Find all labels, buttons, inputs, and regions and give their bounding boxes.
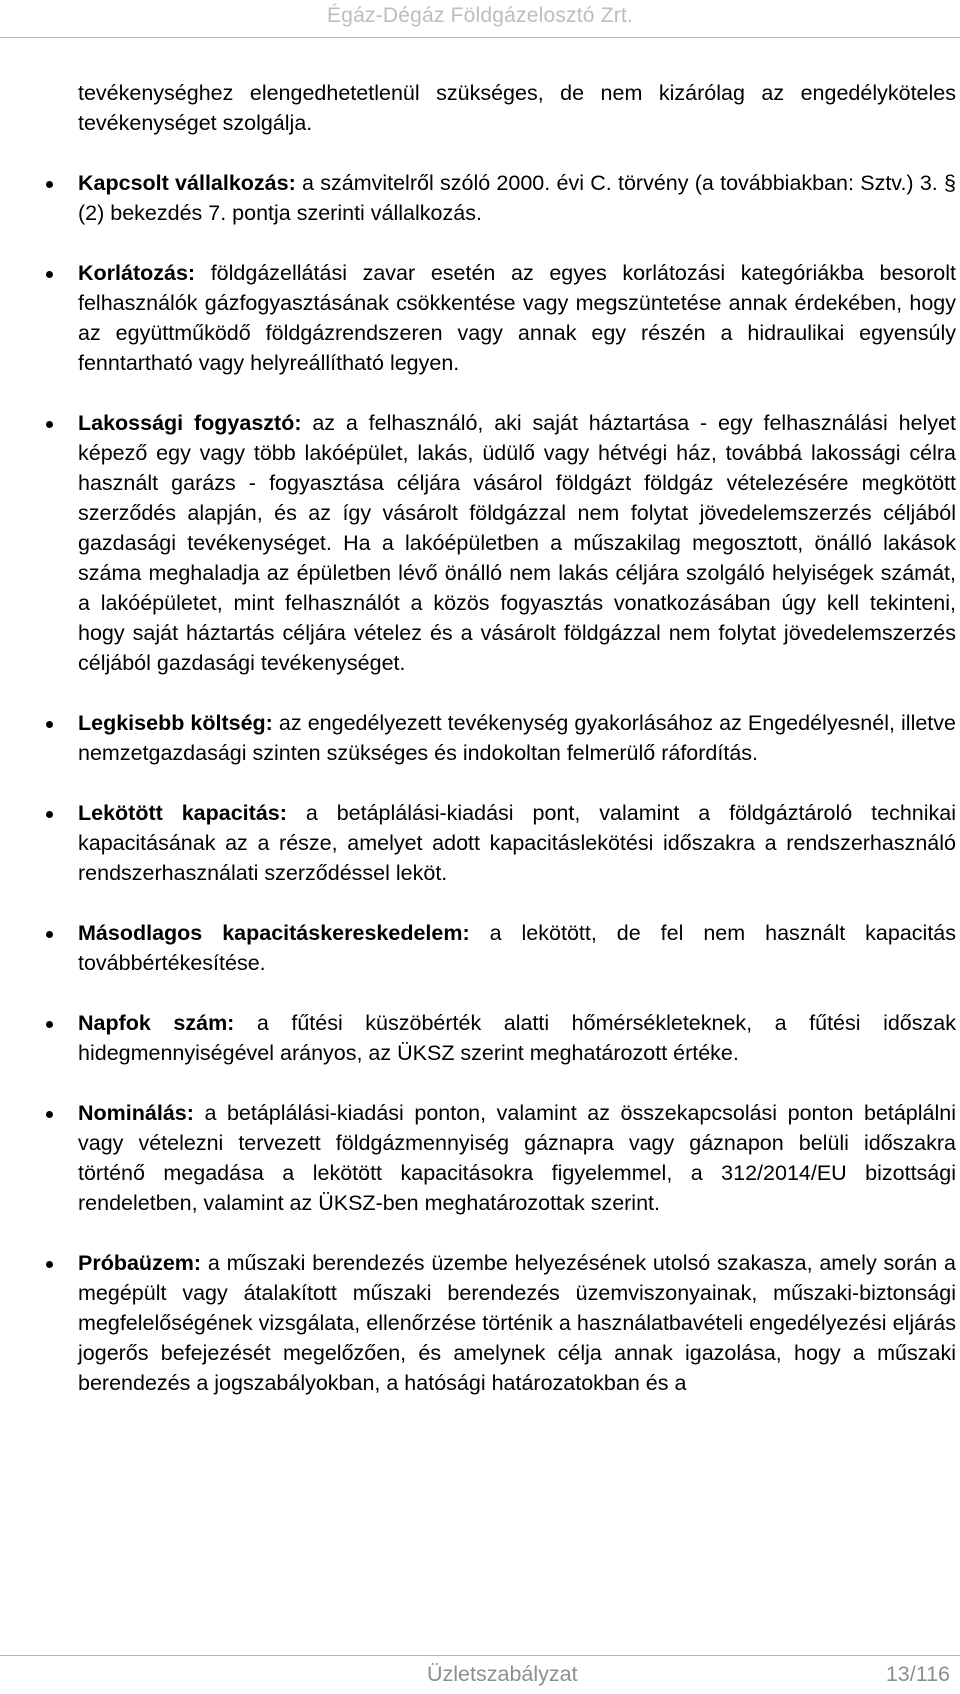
definition-item-legkisebb-koltseg (78, 708, 956, 768)
definition-term: Napfok szám: (78, 1011, 235, 1035)
definition-text: a lekötött, de fel nem használt kapacitás továbbértékesítése. (78, 921, 957, 975)
definition-text: a betáplálási-kiadási pont, valamint a földgáztároló technikai kapacitásának az a része, amelyet adott kapacitáslekötési időszakra a rendszerhasználó rendszerhasználati szerződéssel leköt. (78, 801, 957, 885)
page-header-title: Égáz-Dégáz Földgázelosztó Zrt. (327, 4, 633, 27)
definition-term: Nominálás: (78, 1101, 194, 1125)
footer-page-number: 13/116 (885, 1662, 950, 1686)
definition-item-nominalas (78, 1098, 956, 1218)
bullet-icon (46, 181, 53, 188)
bullet-icon (46, 271, 53, 278)
definition-item-masodlagos-kapacitaskereskedelem (78, 918, 956, 978)
bullet-icon (46, 811, 53, 818)
footer-divider (0, 1655, 960, 1656)
definition-item-napfok-szam (78, 1008, 956, 1068)
definition-text: a számvitelről szóló 2000. évi C. törvény (a továbbiakban: Sztv.) 3. § (2) bekezdés 7. pontja szerinti vállalkozás. (78, 171, 956, 225)
definition-item-korlatozas (78, 258, 956, 378)
definition-term: Lekötött kapacitás: (78, 801, 287, 825)
bullet-icon (46, 1021, 53, 1028)
definition-term: Kapcsolt vállalkozás: (78, 171, 296, 195)
definition-term: Lakossági fogyasztó: (78, 411, 302, 435)
definition-term: Legkisebb költség: (78, 711, 273, 735)
definition-text: a fűtési küszöbérték alatti hőmérsékleteknek, a fűtési időszak hidegmennyiségével arányos, az ÜKSZ szerint meghatározott értéke. (78, 1011, 956, 1065)
definition-text: az a felhasználó, aki saját háztartása - egy felhasználási helyet képező egy vagy több lakóépület, lakás, üdülő vagy hétvégi ház, továbbá lakossági célra használt garázs - fogyasztása céljára vásárol földgázt földgáz vételezésére megkötött szerződés alapján, és az így vásárolt földgázzal nem folytat jövedelemszerzés céljából gazdasági tevékenységet. Ha a lakóépületben a műszakilag megosztott, önálló lakások száma meghaladja az épületben lévő önálló nem lakás céljára szolgáló helyiségek számát, a lakóépületet, mint felhasználót a közös fogyasztás vonatkozásában úgy kell tekinteni, hogy saját háztartás céljára vételez és a vásárolt földgázzal nem folytat jövedelemszerzés céljából gazdasági tevékenységet. (78, 411, 956, 675)
bullet-icon (46, 721, 53, 728)
footer-document-title: Üzletszabályzat (427, 1662, 578, 1686)
definition-text: földgázellátási zavar esetén az egyes korlátozási kategóriákba besorolt felhasználók gázfogyasztásának csökkentése vagy megszüntetése annak érdekében, hogy az együttműködő földgázrendszeren vagy annak egy részén a hidraulikai egyensúly fenntartható vagy helyreállítható legyen. (78, 261, 956, 375)
definition-item-probauzem (78, 1248, 956, 1398)
definition-text: a betáplálási-kiadási ponton, valamint az összekapcsolási ponton betáplálni vagy vételezni tervezett földgázmennyiség gáznapra vagy gáznapon belüli időszakra történő megadása a lekötött kapacitásokra figyelemmel, a 312/2014/EU bizottsági rendeletben, valamint az ÜKSZ-ben meghatározottak szerint. (78, 1101, 956, 1215)
definition-item-lakossagi-fogyaszto (78, 408, 956, 678)
definition-term: Próbaüzem: (78, 1251, 202, 1275)
intro-paragraph: tevékenységhez elengedhetetlenül szükséges, de nem kizárólag az engedélyköteles tevékenységet szolgálja. (78, 81, 956, 135)
definition-term: Korlátozás: (78, 261, 196, 285)
bullet-icon (46, 1261, 53, 1268)
definition-item-lekotott-kapacitas (78, 798, 956, 888)
definition-text: a műszaki berendezés üzembe helyezésének utolsó szakasza, amely során a megépült vagy átalakított műszaki berendezés üzemviszonyainak, műszaki-biztonsági megfelelőségének vizsgálata, ellenőrzése történik a használatbavételi engedélyezési eljárás jogerős befejezését megelőzően, és amelynek célja annak igazolása, hogy a műszaki berendezés a jogszabályokban, a hatósági határozatokban és a (78, 1251, 956, 1395)
definition-text: az engedélyezett tevékenység gyakorlásához az Engedélyesnél, illetve nemzetgazdasági szinten szükséges és indokoltan felmerülő ráfordítás. (78, 711, 956, 765)
bullet-icon (46, 421, 53, 428)
header-divider (0, 37, 960, 38)
document-body (78, 78, 956, 1398)
bullet-icon (46, 931, 53, 938)
definition-item-kapcsolt-vallalkozas (78, 168, 956, 228)
definition-term: Másodlagos kapacitáskereskedelem: (78, 921, 470, 945)
bullet-icon (46, 1111, 53, 1118)
